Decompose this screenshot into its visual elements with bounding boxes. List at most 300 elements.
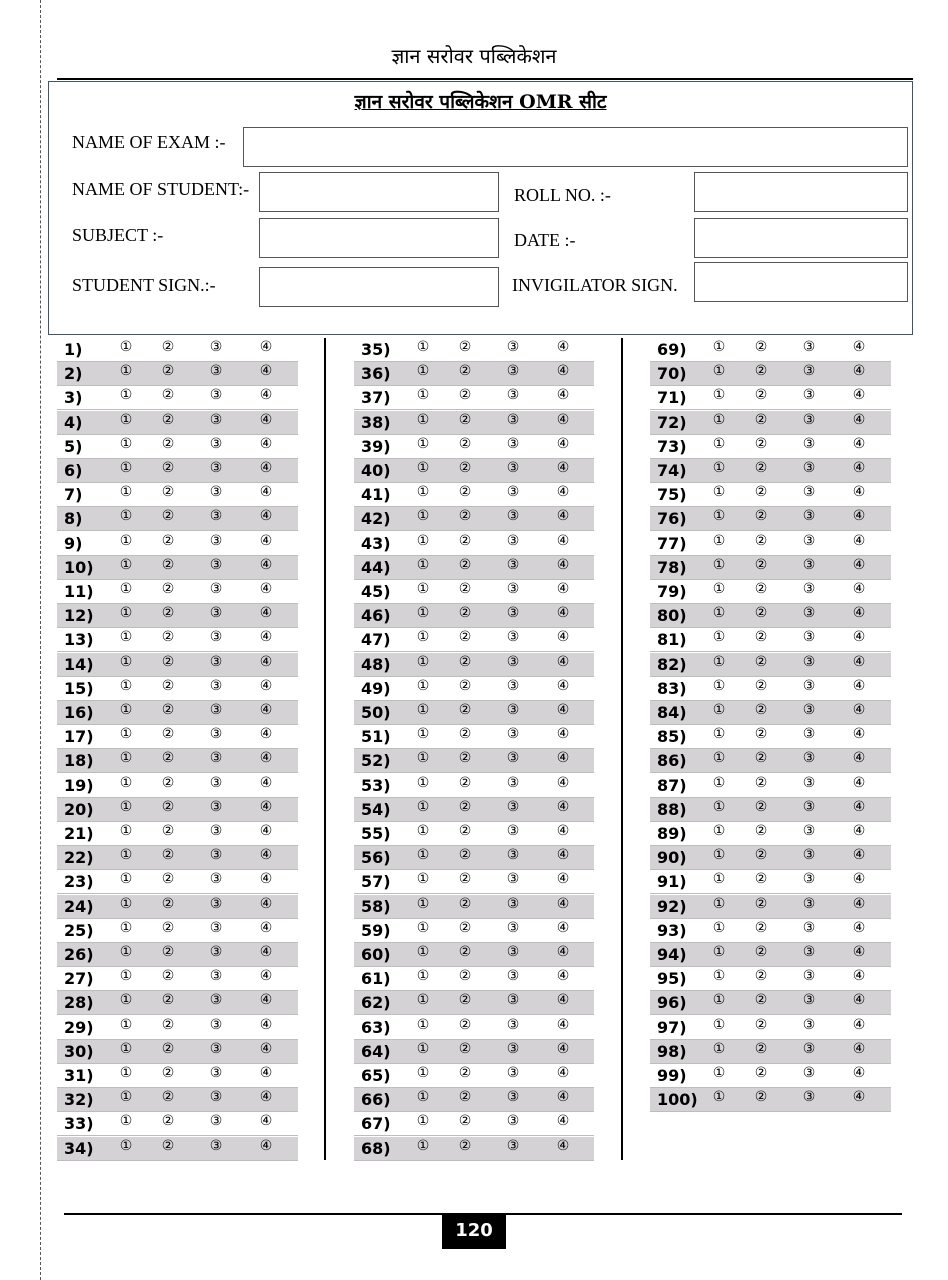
answer-bubble-2[interactable]: ②	[754, 339, 768, 355]
answer-bubble-3[interactable]: ③	[506, 798, 520, 815]
answer-bubble-2[interactable]: ②	[458, 460, 472, 476]
answer-bubble-3[interactable]: ③	[209, 508, 223, 525]
answer-bubble-3[interactable]: ③	[506, 944, 520, 960]
answer-bubble-3[interactable]: ③	[802, 1089, 816, 1106]
answer-bubble-4[interactable]: ④	[556, 919, 570, 936]
answer-bubble-3[interactable]: ③	[209, 653, 223, 670]
answer-bubble-2[interactable]: ②	[458, 847, 472, 864]
answer-bubble-2[interactable]: ②	[458, 702, 472, 718]
answer-bubble-1[interactable]: ①	[416, 750, 430, 767]
answer-bubble-4[interactable]: ④	[556, 581, 570, 597]
answer-bubble-4[interactable]: ④	[556, 1040, 570, 1057]
answer-bubble-4[interactable]: ④	[259, 1065, 273, 1081]
answer-bubble-4[interactable]: ④	[852, 1089, 866, 1106]
answer-bubble-2[interactable]: ②	[754, 968, 768, 985]
answer-bubble-1[interactable]: ①	[712, 629, 726, 646]
answer-bubble-4[interactable]: ④	[556, 968, 570, 985]
answer-bubble-4[interactable]: ④	[259, 847, 273, 864]
answer-bubble-2[interactable]: ②	[458, 339, 472, 355]
answer-bubble-4[interactable]: ④	[259, 339, 273, 355]
answer-bubble-1[interactable]: ①	[119, 919, 133, 936]
answer-bubble-4[interactable]: ④	[259, 435, 273, 452]
answer-bubble-1[interactable]: ①	[119, 581, 133, 597]
answer-bubble-2[interactable]: ②	[754, 871, 768, 888]
answer-bubble-4[interactable]: ④	[259, 871, 273, 888]
answer-bubble-2[interactable]: ②	[754, 508, 768, 525]
answer-bubble-4[interactable]: ④	[556, 556, 570, 573]
answer-bubble-1[interactable]: ①	[416, 484, 430, 501]
answer-bubble-1[interactable]: ①	[119, 1065, 133, 1081]
answer-bubble-3[interactable]: ③	[506, 653, 520, 670]
answer-bubble-2[interactable]: ②	[458, 871, 472, 888]
answer-bubble-1[interactable]: ①	[416, 944, 430, 960]
answer-bubble-2[interactable]: ②	[754, 944, 768, 960]
answer-bubble-1[interactable]: ①	[416, 726, 430, 743]
answer-bubble-2[interactable]: ②	[754, 435, 768, 452]
answer-bubble-2[interactable]: ②	[161, 629, 175, 646]
answer-bubble-2[interactable]: ②	[754, 532, 768, 549]
answer-bubble-1[interactable]: ①	[119, 702, 133, 718]
answer-bubble-1[interactable]: ①	[119, 1089, 133, 1106]
answer-bubble-2[interactable]: ②	[161, 1137, 175, 1154]
answer-bubble-3[interactable]: ③	[506, 1065, 520, 1081]
answer-bubble-3[interactable]: ③	[802, 871, 816, 888]
answer-bubble-4[interactable]: ④	[259, 605, 273, 622]
answer-bubble-4[interactable]: ④	[259, 629, 273, 646]
answer-bubble-2[interactable]: ②	[161, 919, 175, 936]
answer-bubble-3[interactable]: ③	[506, 1137, 520, 1154]
answer-bubble-1[interactable]: ①	[119, 653, 133, 670]
answer-bubble-1[interactable]: ①	[416, 653, 430, 670]
answer-bubble-3[interactable]: ③	[802, 944, 816, 960]
answer-bubble-1[interactable]: ①	[712, 532, 726, 549]
answer-bubble-3[interactable]: ③	[209, 1065, 223, 1081]
answer-bubble-2[interactable]: ②	[458, 581, 472, 597]
answer-bubble-4[interactable]: ④	[852, 508, 866, 525]
roll-no-field[interactable]	[694, 172, 908, 212]
answer-bubble-1[interactable]: ①	[416, 1089, 430, 1106]
answer-bubble-4[interactable]: ④	[556, 484, 570, 501]
answer-bubble-4[interactable]: ④	[852, 774, 866, 791]
answer-bubble-4[interactable]: ④	[556, 1113, 570, 1130]
answer-bubble-4[interactable]: ④	[259, 919, 273, 936]
answer-bubble-2[interactable]: ②	[754, 798, 768, 815]
answer-bubble-1[interactable]: ①	[416, 363, 430, 380]
answer-bubble-1[interactable]: ①	[119, 992, 133, 1009]
answer-bubble-2[interactable]: ②	[161, 411, 175, 428]
answer-bubble-4[interactable]: ④	[259, 992, 273, 1009]
answer-bubble-1[interactable]: ①	[416, 339, 430, 355]
answer-bubble-3[interactable]: ③	[506, 363, 520, 380]
answer-bubble-4[interactable]: ④	[556, 895, 570, 912]
answer-bubble-1[interactable]: ①	[416, 823, 430, 839]
answer-bubble-3[interactable]: ③	[209, 798, 223, 815]
answer-bubble-2[interactable]: ②	[458, 1137, 472, 1154]
answer-bubble-1[interactable]: ①	[712, 677, 726, 694]
answer-bubble-1[interactable]: ①	[416, 411, 430, 428]
answer-bubble-4[interactable]: ④	[556, 774, 570, 791]
answer-bubble-3[interactable]: ③	[209, 919, 223, 936]
answer-bubble-4[interactable]: ④	[852, 798, 866, 815]
answer-bubble-1[interactable]: ①	[416, 532, 430, 549]
answer-bubble-1[interactable]: ①	[712, 653, 726, 670]
answer-bubble-2[interactable]: ②	[458, 968, 472, 985]
answer-bubble-1[interactable]: ①	[712, 750, 726, 767]
answer-bubble-2[interactable]: ②	[161, 387, 175, 404]
answer-bubble-2[interactable]: ②	[161, 1113, 175, 1130]
answer-bubble-4[interactable]: ④	[259, 411, 273, 428]
answer-bubble-2[interactable]: ②	[161, 823, 175, 839]
answer-bubble-1[interactable]: ①	[119, 677, 133, 694]
answer-bubble-1[interactable]: ①	[119, 629, 133, 646]
answer-bubble-3[interactable]: ③	[209, 1089, 223, 1106]
answer-bubble-1[interactable]: ①	[416, 1016, 430, 1033]
answer-bubble-2[interactable]: ②	[458, 532, 472, 549]
answer-bubble-1[interactable]: ①	[119, 339, 133, 355]
answer-bubble-4[interactable]: ④	[852, 871, 866, 888]
answer-bubble-4[interactable]: ④	[852, 653, 866, 670]
answer-bubble-2[interactable]: ②	[161, 871, 175, 888]
answer-bubble-1[interactable]: ①	[119, 387, 133, 404]
answer-bubble-4[interactable]: ④	[556, 677, 570, 694]
answer-bubble-4[interactable]: ④	[259, 1089, 273, 1106]
answer-bubble-1[interactable]: ①	[119, 363, 133, 380]
answer-bubble-3[interactable]: ③	[506, 1040, 520, 1057]
answer-bubble-1[interactable]: ①	[416, 435, 430, 452]
answer-bubble-2[interactable]: ②	[458, 1016, 472, 1033]
answer-bubble-2[interactable]: ②	[161, 992, 175, 1009]
answer-bubble-2[interactable]: ②	[754, 460, 768, 476]
answer-bubble-3[interactable]: ③	[506, 919, 520, 936]
student-name-field[interactable]	[259, 172, 499, 212]
answer-bubble-2[interactable]: ②	[161, 1016, 175, 1033]
answer-bubble-4[interactable]: ④	[556, 411, 570, 428]
answer-bubble-2[interactable]: ②	[754, 774, 768, 791]
answer-bubble-1[interactable]: ①	[119, 968, 133, 985]
answer-bubble-3[interactable]: ③	[802, 968, 816, 985]
answer-bubble-2[interactable]: ②	[161, 968, 175, 985]
answer-bubble-4[interactable]: ④	[259, 798, 273, 815]
answer-bubble-2[interactable]: ②	[754, 992, 768, 1009]
answer-bubble-3[interactable]: ③	[802, 411, 816, 428]
answer-bubble-1[interactable]: ①	[712, 411, 726, 428]
answer-bubble-2[interactable]: ②	[458, 774, 472, 791]
answer-bubble-3[interactable]: ③	[802, 460, 816, 476]
answer-bubble-2[interactable]: ②	[458, 556, 472, 573]
answer-bubble-4[interactable]: ④	[852, 532, 866, 549]
answer-bubble-2[interactable]: ②	[458, 798, 472, 815]
answer-bubble-3[interactable]: ③	[209, 581, 223, 597]
answer-bubble-2[interactable]: ②	[161, 653, 175, 670]
answer-bubble-1[interactable]: ①	[119, 798, 133, 815]
answer-bubble-4[interactable]: ④	[556, 363, 570, 380]
exam-name-field[interactable]	[243, 127, 908, 167]
answer-bubble-3[interactable]: ③	[209, 992, 223, 1009]
subject-field[interactable]	[259, 218, 499, 258]
answer-bubble-4[interactable]: ④	[259, 823, 273, 839]
answer-bubble-1[interactable]: ①	[712, 919, 726, 936]
answer-bubble-3[interactable]: ③	[506, 702, 520, 718]
answer-bubble-4[interactable]: ④	[852, 726, 866, 743]
answer-bubble-4[interactable]: ④	[259, 677, 273, 694]
answer-bubble-3[interactable]: ③	[802, 895, 816, 912]
answer-bubble-1[interactable]: ①	[712, 726, 726, 743]
answer-bubble-4[interactable]: ④	[259, 968, 273, 985]
answer-bubble-2[interactable]: ②	[458, 750, 472, 767]
answer-bubble-2[interactable]: ②	[458, 992, 472, 1009]
answer-bubble-2[interactable]: ②	[754, 823, 768, 839]
answer-bubble-2[interactable]: ②	[458, 726, 472, 743]
answer-bubble-3[interactable]: ③	[209, 605, 223, 622]
answer-bubble-1[interactable]: ①	[712, 823, 726, 839]
answer-bubble-1[interactable]: ①	[416, 629, 430, 646]
answer-bubble-1[interactable]: ①	[416, 847, 430, 864]
answer-bubble-3[interactable]: ③	[209, 968, 223, 985]
answer-bubble-4[interactable]: ④	[259, 363, 273, 380]
answer-bubble-4[interactable]: ④	[556, 605, 570, 622]
answer-bubble-3[interactable]: ③	[209, 556, 223, 573]
answer-bubble-3[interactable]: ③	[209, 726, 223, 743]
answer-bubble-3[interactable]: ③	[209, 339, 223, 355]
answer-bubble-4[interactable]: ④	[556, 750, 570, 767]
answer-bubble-4[interactable]: ④	[852, 1065, 866, 1081]
answer-bubble-4[interactable]: ④	[852, 556, 866, 573]
answer-bubble-4[interactable]: ④	[556, 823, 570, 839]
answer-bubble-2[interactable]: ②	[458, 435, 472, 452]
answer-bubble-1[interactable]: ①	[119, 532, 133, 549]
answer-bubble-3[interactable]: ③	[802, 823, 816, 839]
answer-bubble-4[interactable]: ④	[852, 702, 866, 718]
answer-bubble-3[interactable]: ③	[802, 508, 816, 525]
answer-bubble-3[interactable]: ③	[506, 435, 520, 452]
answer-bubble-2[interactable]: ②	[161, 460, 175, 476]
answer-bubble-4[interactable]: ④	[556, 339, 570, 355]
answer-bubble-3[interactable]: ③	[506, 726, 520, 743]
answer-bubble-4[interactable]: ④	[852, 1016, 866, 1033]
answer-bubble-3[interactable]: ③	[802, 1016, 816, 1033]
answer-bubble-3[interactable]: ③	[506, 508, 520, 525]
answer-bubble-4[interactable]: ④	[556, 871, 570, 888]
answer-bubble-2[interactable]: ②	[161, 1089, 175, 1106]
answer-bubble-1[interactable]: ①	[119, 847, 133, 864]
answer-bubble-3[interactable]: ③	[506, 339, 520, 355]
answer-bubble-4[interactable]: ④	[556, 532, 570, 549]
answer-bubble-3[interactable]: ③	[802, 992, 816, 1009]
answer-bubble-1[interactable]: ①	[119, 411, 133, 428]
answer-bubble-3[interactable]: ③	[506, 629, 520, 646]
answer-bubble-3[interactable]: ③	[506, 677, 520, 694]
answer-bubble-2[interactable]: ②	[754, 556, 768, 573]
answer-bubble-4[interactable]: ④	[556, 653, 570, 670]
answer-bubble-1[interactable]: ①	[712, 484, 726, 501]
answer-bubble-3[interactable]: ③	[802, 363, 816, 380]
answer-bubble-4[interactable]: ④	[556, 702, 570, 718]
answer-bubble-2[interactable]: ②	[161, 798, 175, 815]
answer-bubble-4[interactable]: ④	[556, 944, 570, 960]
answer-bubble-2[interactable]: ②	[458, 1040, 472, 1057]
answer-bubble-1[interactable]: ①	[712, 387, 726, 404]
answer-bubble-3[interactable]: ③	[209, 1137, 223, 1154]
answer-bubble-4[interactable]: ④	[852, 895, 866, 912]
answer-bubble-4[interactable]: ④	[259, 387, 273, 404]
answer-bubble-4[interactable]: ④	[852, 823, 866, 839]
answer-bubble-4[interactable]: ④	[259, 532, 273, 549]
answer-bubble-1[interactable]: ①	[712, 847, 726, 864]
answer-bubble-2[interactable]: ②	[161, 944, 175, 960]
answer-bubble-1[interactable]: ①	[416, 556, 430, 573]
answer-bubble-2[interactable]: ②	[161, 726, 175, 743]
answer-bubble-2[interactable]: ②	[754, 605, 768, 622]
answer-bubble-3[interactable]: ③	[802, 387, 816, 404]
answer-bubble-3[interactable]: ③	[209, 847, 223, 864]
answer-bubble-2[interactable]: ②	[161, 339, 175, 355]
answer-bubble-2[interactable]: ②	[754, 363, 768, 380]
answer-bubble-1[interactable]: ①	[712, 944, 726, 960]
answer-bubble-4[interactable]: ④	[852, 1040, 866, 1057]
answer-bubble-2[interactable]: ②	[754, 677, 768, 694]
answer-bubble-3[interactable]: ③	[802, 605, 816, 622]
answer-bubble-4[interactable]: ④	[556, 992, 570, 1009]
answer-bubble-1[interactable]: ①	[416, 798, 430, 815]
answer-bubble-4[interactable]: ④	[556, 847, 570, 864]
answer-bubble-1[interactable]: ①	[416, 605, 430, 622]
answer-bubble-1[interactable]: ①	[712, 1089, 726, 1106]
answer-bubble-3[interactable]: ③	[802, 339, 816, 355]
answer-bubble-4[interactable]: ④	[259, 460, 273, 476]
answer-bubble-4[interactable]: ④	[556, 387, 570, 404]
answer-bubble-3[interactable]: ③	[506, 992, 520, 1009]
answer-bubble-2[interactable]: ②	[161, 895, 175, 912]
answer-bubble-3[interactable]: ③	[802, 774, 816, 791]
answer-bubble-4[interactable]: ④	[852, 460, 866, 476]
answer-bubble-2[interactable]: ②	[754, 1065, 768, 1081]
answer-bubble-3[interactable]: ③	[802, 750, 816, 767]
answer-bubble-3[interactable]: ③	[209, 895, 223, 912]
answer-bubble-1[interactable]: ①	[119, 605, 133, 622]
answer-bubble-3[interactable]: ③	[209, 677, 223, 694]
answer-bubble-2[interactable]: ②	[458, 387, 472, 404]
answer-bubble-2[interactable]: ②	[161, 702, 175, 718]
answer-bubble-3[interactable]: ③	[209, 484, 223, 501]
answer-bubble-1[interactable]: ①	[416, 677, 430, 694]
answer-bubble-4[interactable]: ④	[852, 581, 866, 597]
answer-bubble-1[interactable]: ①	[712, 895, 726, 912]
answer-bubble-2[interactable]: ②	[754, 1016, 768, 1033]
answer-bubble-2[interactable]: ②	[458, 1113, 472, 1130]
answer-bubble-3[interactable]: ③	[209, 774, 223, 791]
answer-bubble-2[interactable]: ②	[754, 1040, 768, 1057]
answer-bubble-2[interactable]: ②	[458, 653, 472, 670]
answer-bubble-2[interactable]: ②	[754, 750, 768, 767]
answer-bubble-1[interactable]: ①	[416, 460, 430, 476]
answer-bubble-3[interactable]: ③	[506, 1089, 520, 1106]
answer-bubble-2[interactable]: ②	[754, 702, 768, 718]
answer-bubble-3[interactable]: ③	[802, 677, 816, 694]
answer-bubble-2[interactable]: ②	[754, 629, 768, 646]
answer-bubble-2[interactable]: ②	[161, 1065, 175, 1081]
answer-bubble-2[interactable]: ②	[754, 895, 768, 912]
answer-bubble-1[interactable]: ①	[119, 871, 133, 888]
answer-bubble-1[interactable]: ①	[119, 750, 133, 767]
answer-bubble-1[interactable]: ①	[416, 702, 430, 718]
answer-bubble-1[interactable]: ①	[119, 1113, 133, 1130]
answer-bubble-2[interactable]: ②	[161, 532, 175, 549]
answer-bubble-4[interactable]: ④	[259, 581, 273, 597]
answer-bubble-4[interactable]: ④	[259, 1113, 273, 1130]
answer-bubble-3[interactable]: ③	[209, 823, 223, 839]
answer-bubble-2[interactable]: ②	[754, 411, 768, 428]
answer-bubble-4[interactable]: ④	[556, 798, 570, 815]
answer-bubble-3[interactable]: ③	[802, 556, 816, 573]
answer-bubble-3[interactable]: ③	[506, 750, 520, 767]
answer-bubble-3[interactable]: ③	[209, 871, 223, 888]
answer-bubble-2[interactable]: ②	[458, 484, 472, 501]
answer-bubble-3[interactable]: ③	[506, 556, 520, 573]
answer-bubble-1[interactable]: ①	[416, 871, 430, 888]
answer-bubble-1[interactable]: ①	[416, 1137, 430, 1154]
answer-bubble-4[interactable]: ④	[259, 774, 273, 791]
answer-bubble-2[interactable]: ②	[161, 435, 175, 452]
answer-bubble-4[interactable]: ④	[556, 629, 570, 646]
answer-bubble-1[interactable]: ①	[416, 1113, 430, 1130]
student-sign-field[interactable]	[259, 267, 499, 307]
answer-bubble-2[interactable]: ②	[161, 750, 175, 767]
answer-bubble-3[interactable]: ③	[506, 411, 520, 428]
answer-bubble-1[interactable]: ①	[712, 968, 726, 985]
answer-bubble-3[interactable]: ③	[802, 653, 816, 670]
answer-bubble-2[interactable]: ②	[754, 484, 768, 501]
answer-bubble-4[interactable]: ④	[852, 435, 866, 452]
answer-bubble-1[interactable]: ①	[119, 895, 133, 912]
answer-bubble-4[interactable]: ④	[259, 484, 273, 501]
answer-bubble-2[interactable]: ②	[161, 605, 175, 622]
answer-bubble-4[interactable]: ④	[852, 339, 866, 355]
answer-bubble-2[interactable]: ②	[458, 605, 472, 622]
answer-bubble-1[interactable]: ①	[416, 919, 430, 936]
answer-bubble-2[interactable]: ②	[458, 895, 472, 912]
answer-bubble-3[interactable]: ③	[506, 1113, 520, 1130]
answer-bubble-2[interactable]: ②	[161, 556, 175, 573]
answer-bubble-1[interactable]: ①	[712, 702, 726, 718]
answer-bubble-3[interactable]: ③	[209, 702, 223, 718]
answer-bubble-1[interactable]: ①	[416, 508, 430, 525]
answer-bubble-3[interactable]: ③	[506, 484, 520, 501]
answer-bubble-1[interactable]: ①	[712, 1040, 726, 1057]
answer-bubble-4[interactable]: ④	[259, 944, 273, 960]
answer-bubble-3[interactable]: ③	[209, 944, 223, 960]
answer-bubble-2[interactable]: ②	[458, 823, 472, 839]
answer-bubble-2[interactable]: ②	[161, 581, 175, 597]
answer-bubble-4[interactable]: ④	[852, 411, 866, 428]
answer-bubble-3[interactable]: ③	[209, 629, 223, 646]
answer-bubble-2[interactable]: ②	[458, 919, 472, 936]
answer-bubble-3[interactable]: ③	[209, 435, 223, 452]
answer-bubble-4[interactable]: ④	[259, 1016, 273, 1033]
answer-bubble-1[interactable]: ①	[712, 460, 726, 476]
answer-bubble-2[interactable]: ②	[161, 677, 175, 694]
answer-bubble-2[interactable]: ②	[754, 847, 768, 864]
answer-bubble-4[interactable]: ④	[852, 750, 866, 767]
answer-bubble-3[interactable]: ③	[802, 1065, 816, 1081]
answer-bubble-3[interactable]: ③	[802, 629, 816, 646]
answer-bubble-4[interactable]: ④	[259, 726, 273, 743]
answer-bubble-1[interactable]: ①	[119, 823, 133, 839]
answer-bubble-4[interactable]: ④	[556, 460, 570, 476]
answer-bubble-3[interactable]: ③	[209, 532, 223, 549]
answer-bubble-3[interactable]: ③	[506, 895, 520, 912]
answer-bubble-2[interactable]: ②	[754, 919, 768, 936]
answer-bubble-1[interactable]: ①	[712, 992, 726, 1009]
